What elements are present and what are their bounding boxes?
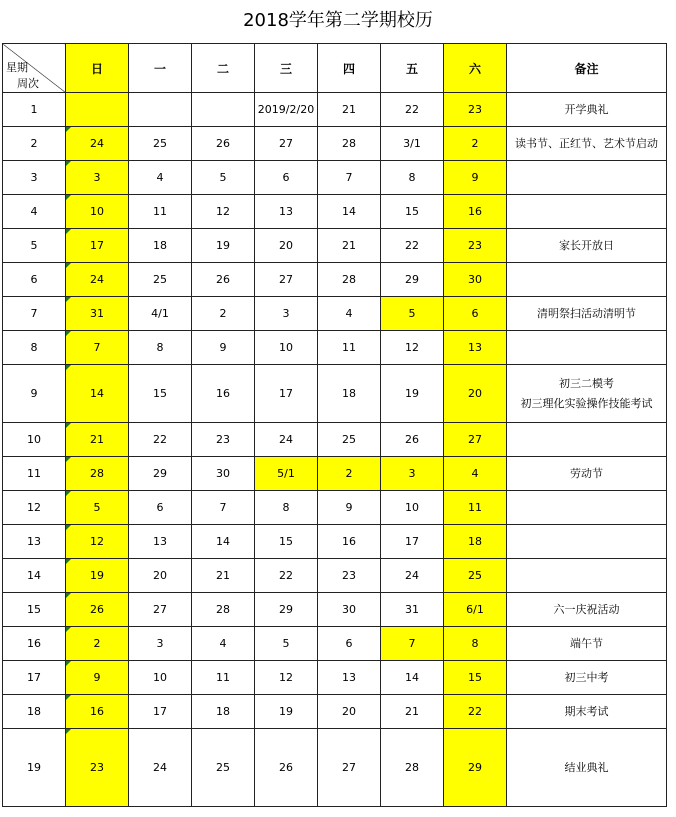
- date-cell: 17: [66, 229, 129, 263]
- date-cell: 22: [381, 93, 444, 127]
- date-cell: 27: [255, 263, 318, 297]
- date-cell: 22: [129, 423, 192, 457]
- date-cell: 24: [66, 263, 129, 297]
- date-cell: 11: [129, 195, 192, 229]
- week-number: 11: [3, 457, 66, 491]
- date-cell: 16: [192, 365, 255, 423]
- date-cell: 14: [318, 195, 381, 229]
- note-cell: 劳动节: [507, 457, 667, 491]
- date-cell: 9: [318, 491, 381, 525]
- date-cell: 2019/2/20: [255, 93, 318, 127]
- table-row: [3, 627, 667, 661]
- date-cell: 9: [192, 331, 255, 365]
- day-header-wed: 三: [255, 44, 318, 93]
- note-cell: 开学典礼: [507, 93, 667, 127]
- date-cell: 27: [318, 729, 381, 807]
- date-cell: 5: [255, 627, 318, 661]
- date-cell: 13: [444, 331, 507, 365]
- date-cell: 16: [66, 695, 129, 729]
- week-number: 17: [3, 661, 66, 695]
- note-cell: [507, 161, 667, 195]
- date-cell: [129, 93, 192, 127]
- note-cell: 初三中考: [507, 661, 667, 695]
- table-row: [3, 331, 667, 365]
- table-row: [3, 729, 667, 807]
- date-cell: 7: [192, 491, 255, 525]
- date-cell: 5: [192, 161, 255, 195]
- week-number: 16: [3, 627, 66, 661]
- table-row: [3, 593, 667, 627]
- date-cell: 21: [66, 423, 129, 457]
- date-cell: 20: [318, 695, 381, 729]
- table-row: [3, 263, 667, 297]
- week-number: 5: [3, 229, 66, 263]
- date-cell: 21: [192, 559, 255, 593]
- week-number: 7: [3, 297, 66, 331]
- date-cell: 17: [255, 365, 318, 423]
- table-row: [3, 491, 667, 525]
- note-cell: [507, 559, 667, 593]
- date-cell: 25: [444, 559, 507, 593]
- week-number: 14: [3, 559, 66, 593]
- date-cell: 30: [444, 263, 507, 297]
- date-cell: 10: [381, 491, 444, 525]
- date-cell: 6: [129, 491, 192, 525]
- date-cell: 25: [318, 423, 381, 457]
- date-cell: 28: [192, 593, 255, 627]
- date-cell: 24: [255, 423, 318, 457]
- corner-header: [3, 44, 66, 93]
- date-cell: 4: [192, 627, 255, 661]
- day-header-sat: 六: [444, 44, 507, 93]
- note-cell: 期末考试: [507, 695, 667, 729]
- date-cell: 19: [381, 365, 444, 423]
- date-cell: 14: [381, 661, 444, 695]
- date-cell: 6: [255, 161, 318, 195]
- date-cell: 20: [129, 559, 192, 593]
- week-number: 10: [3, 423, 66, 457]
- date-cell: 26: [192, 127, 255, 161]
- week-number: 9: [3, 365, 66, 423]
- day-header-thu: 四: [318, 44, 381, 93]
- date-cell: 25: [129, 263, 192, 297]
- table-row: [3, 195, 667, 229]
- date-cell: 27: [255, 127, 318, 161]
- week-number: 6: [3, 263, 66, 297]
- date-cell: 10: [66, 195, 129, 229]
- date-cell: 3/1: [381, 127, 444, 161]
- date-cell: 19: [192, 229, 255, 263]
- date-cell: 18: [192, 695, 255, 729]
- date-cell: 11: [444, 491, 507, 525]
- date-cell: 21: [381, 695, 444, 729]
- date-cell: 3: [66, 161, 129, 195]
- week-number: 4: [3, 195, 66, 229]
- note-cell: 端午节: [507, 627, 667, 661]
- week-number: 1: [3, 93, 66, 127]
- date-cell: 3: [129, 627, 192, 661]
- date-cell: [66, 93, 129, 127]
- date-cell: 20: [444, 365, 507, 423]
- date-cell: 23: [66, 729, 129, 807]
- date-cell: 28: [318, 127, 381, 161]
- date-cell: 26: [66, 593, 129, 627]
- date-cell: 16: [444, 195, 507, 229]
- day-header-mon: 一: [129, 44, 192, 93]
- note-cell: 读书节、正红节、艺术节启动: [507, 127, 667, 161]
- table-row: [3, 525, 667, 559]
- date-cell: 8: [129, 331, 192, 365]
- note-cell: [507, 195, 667, 229]
- note-cell: 清明祭扫活动清明节: [507, 297, 667, 331]
- date-cell: 26: [192, 263, 255, 297]
- date-cell: 9: [66, 661, 129, 695]
- date-cell: 18: [318, 365, 381, 423]
- day-header-sun: 日: [66, 44, 129, 93]
- date-cell: 2: [192, 297, 255, 331]
- date-cell: 2: [66, 627, 129, 661]
- date-cell: 11: [192, 661, 255, 695]
- date-cell: 12: [381, 331, 444, 365]
- week-number: 12: [3, 491, 66, 525]
- date-cell: 15: [129, 365, 192, 423]
- date-cell: 18: [444, 525, 507, 559]
- date-cell: 19: [66, 559, 129, 593]
- date-cell: 2: [318, 457, 381, 491]
- school-calendar-table: [2, 43, 667, 807]
- date-cell: 24: [66, 127, 129, 161]
- date-cell: 4/1: [129, 297, 192, 331]
- date-cell: 22: [255, 559, 318, 593]
- date-cell: 25: [129, 127, 192, 161]
- date-cell: 13: [318, 661, 381, 695]
- corner-week-label: 周次: [17, 77, 39, 90]
- week-number: 8: [3, 331, 66, 365]
- date-cell: 9: [444, 161, 507, 195]
- date-cell: 30: [192, 457, 255, 491]
- date-cell: 30: [318, 593, 381, 627]
- table-row: [3, 365, 667, 423]
- table-row: [3, 423, 667, 457]
- date-cell: 21: [318, 229, 381, 263]
- date-cell: 28: [66, 457, 129, 491]
- date-cell: 19: [255, 695, 318, 729]
- date-cell: 11: [318, 331, 381, 365]
- table-row: [3, 457, 667, 491]
- week-number: 3: [3, 161, 66, 195]
- date-cell: 8: [444, 627, 507, 661]
- table-row: [3, 127, 667, 161]
- table-row: [3, 297, 667, 331]
- date-cell: 10: [255, 331, 318, 365]
- date-cell: 23: [192, 423, 255, 457]
- date-cell: 17: [381, 525, 444, 559]
- date-cell: 31: [381, 593, 444, 627]
- calendar-title: 2018学年第二学期校历: [243, 10, 433, 31]
- note-cell: [507, 423, 667, 457]
- week-number: 15: [3, 593, 66, 627]
- date-cell: 10: [129, 661, 192, 695]
- date-cell: 28: [381, 729, 444, 807]
- notes-header: 备注: [507, 44, 667, 93]
- date-cell: 26: [381, 423, 444, 457]
- date-cell: 5/1: [255, 457, 318, 491]
- date-cell: 21: [318, 93, 381, 127]
- date-cell: 7: [66, 331, 129, 365]
- table-row: [3, 161, 667, 195]
- date-cell: [192, 93, 255, 127]
- date-cell: 8: [381, 161, 444, 195]
- date-cell: 16: [318, 525, 381, 559]
- note-cell: 六一庆祝活动: [507, 593, 667, 627]
- table-row: [3, 661, 667, 695]
- date-cell: 15: [444, 661, 507, 695]
- date-cell: 23: [444, 229, 507, 263]
- date-cell: 23: [318, 559, 381, 593]
- week-number: 18: [3, 695, 66, 729]
- date-cell: 29: [129, 457, 192, 491]
- date-cell: 15: [381, 195, 444, 229]
- date-cell: 4: [129, 161, 192, 195]
- week-number: 2: [3, 127, 66, 161]
- date-cell: 13: [129, 525, 192, 559]
- date-cell: 15: [255, 525, 318, 559]
- day-header-tue: 二: [192, 44, 255, 93]
- date-cell: 6: [444, 297, 507, 331]
- date-cell: 12: [192, 195, 255, 229]
- note-cell: [507, 263, 667, 297]
- day-header-fri: 五: [381, 44, 444, 93]
- date-cell: 31: [66, 297, 129, 331]
- note-cell: 结业典礼: [507, 729, 667, 807]
- date-cell: 29: [255, 593, 318, 627]
- date-cell: 29: [381, 263, 444, 297]
- week-number: 19: [3, 729, 66, 807]
- date-cell: 27: [444, 423, 507, 457]
- date-cell: 25: [192, 729, 255, 807]
- date-cell: 3: [255, 297, 318, 331]
- date-cell: 3: [381, 457, 444, 491]
- date-cell: 24: [381, 559, 444, 593]
- note-cell: [507, 491, 667, 525]
- date-cell: 12: [255, 661, 318, 695]
- date-cell: 18: [129, 229, 192, 263]
- date-cell: 2: [444, 127, 507, 161]
- note-cell: 初三二模考 初三理化实验操作技能考试: [507, 365, 667, 423]
- header-row: [3, 44, 667, 93]
- date-cell: 4: [444, 457, 507, 491]
- date-cell: 4: [318, 297, 381, 331]
- table-row: [3, 229, 667, 263]
- date-cell: 24: [129, 729, 192, 807]
- corner-weekday-label: 星期: [6, 61, 28, 74]
- date-cell: 12: [66, 525, 129, 559]
- date-cell: 27: [129, 593, 192, 627]
- date-cell: 8: [255, 491, 318, 525]
- date-cell: 6: [318, 627, 381, 661]
- date-cell: 14: [192, 525, 255, 559]
- date-cell: 14: [66, 365, 129, 423]
- date-cell: 29: [444, 729, 507, 807]
- note-cell: 家长开放日: [507, 229, 667, 263]
- date-cell: 20: [255, 229, 318, 263]
- note-cell: [507, 331, 667, 365]
- date-cell: 22: [381, 229, 444, 263]
- date-cell: 23: [444, 93, 507, 127]
- date-cell: 26: [255, 729, 318, 807]
- date-cell: 7: [318, 161, 381, 195]
- date-cell: 22: [444, 695, 507, 729]
- date-cell: 13: [255, 195, 318, 229]
- table-row: [3, 93, 667, 127]
- date-cell: 7: [381, 627, 444, 661]
- date-cell: 28: [318, 263, 381, 297]
- note-cell: [507, 525, 667, 559]
- date-cell: 6/1: [444, 593, 507, 627]
- week-number: 13: [3, 525, 66, 559]
- date-cell: 5: [381, 297, 444, 331]
- table-row: [3, 559, 667, 593]
- date-cell: 5: [66, 491, 129, 525]
- date-cell: 17: [129, 695, 192, 729]
- table-row: [3, 695, 667, 729]
